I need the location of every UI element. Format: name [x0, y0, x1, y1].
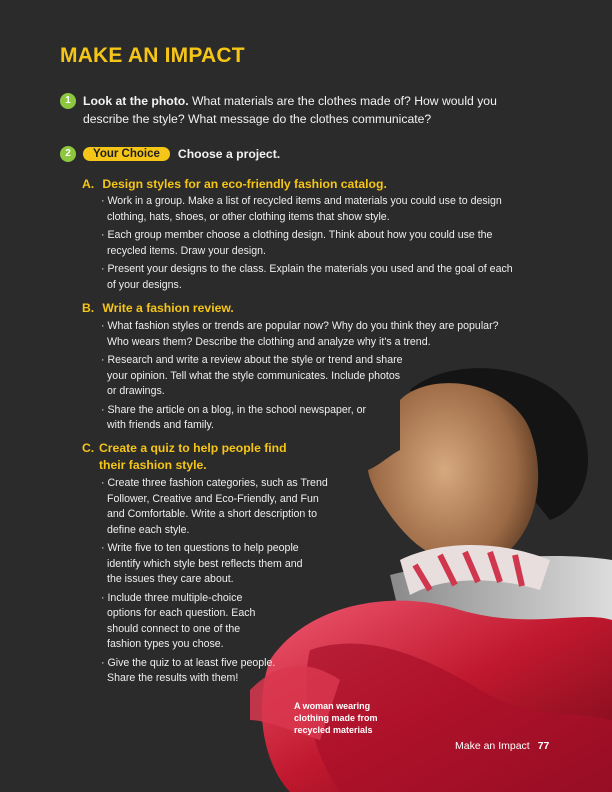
- step-1: [60, 92, 530, 128]
- section-c-list: [100, 476, 332, 690]
- photo-caption: A woman wearing clothing made from recycled materials: [294, 701, 378, 735]
- step-2-text: Choose a project.: [177, 146, 281, 161]
- section-letter: C.: [82, 441, 95, 455]
- section-letter: A.: [82, 177, 95, 191]
- list-item: · What fashion styles or trends are popular now? Why do you think they are popular? Who wears them? Describe the clothing and analyze why it's a trend.: [100, 319, 520, 350]
- section-c-heading: [82, 440, 322, 474]
- step-1-lead: Look at the photo.: [83, 94, 189, 108]
- section-heading-text: Write a fashion review.: [102, 301, 234, 315]
- your-choice-pill: Your Choice: [83, 147, 170, 161]
- list-item: · Create three fashion categories, such as Trend Follower, Creative and Eco-Friendly, and Fun and Comfortable. Write a short description to define each style.: [100, 476, 332, 538]
- page-title: MAKE AN IMPACT: [60, 44, 245, 67]
- step-number-badge: 1: [60, 93, 76, 109]
- list-item: · Work in a group. Make a list of recycled items and materials you could use to design clothing, hats, shoes, or other clothing items that show style.: [100, 194, 518, 225]
- footer-label: Make an Impact: [455, 740, 530, 752]
- page-footer: [455, 740, 549, 752]
- section-a-list: [100, 194, 518, 296]
- step-1-body: What materials are the clothes made of? How would you describe the style? What message do the clothes communicate?: [83, 94, 497, 126]
- section-b-heading: [82, 300, 542, 317]
- section-heading-text: Design styles for an eco-friendly fashion catalog.: [102, 177, 387, 191]
- list-item: · Each group member choose a clothing design. Think about how you could use the recycled items. Draw your design.: [100, 228, 518, 259]
- list-item: · Share the article on a blog, in the school newspaper, or with friends and family.: [100, 403, 369, 434]
- list-item: · Write five to ten questions to help people identify which style best reflects them and the issues they care about.: [100, 541, 317, 588]
- section-a-heading: [82, 176, 542, 193]
- step-1-text: [83, 92, 530, 128]
- section-b-list: [100, 319, 520, 437]
- list-item: · Present your designs to the class. Explain the materials you used and the goal of each of your designs.: [100, 262, 518, 293]
- section-heading-text: Create a quiz to help people find their fashion style.: [99, 441, 287, 472]
- list-item: · Include three multiple-choice options for each question. Each should connect to one of the fashion types you chose.: [100, 591, 259, 653]
- section-letter: B.: [82, 301, 95, 315]
- step-2: [60, 145, 280, 162]
- step-number-badge: 2: [60, 146, 76, 162]
- page-number: 77: [537, 740, 550, 752]
- list-item: · Research and write a review about the style or trend and share your opinion. Tell what the style communicates. Include photos or drawings.: [100, 353, 412, 400]
- list-item: · Give the quiz to at least five people. Share the results with them!: [100, 656, 287, 687]
